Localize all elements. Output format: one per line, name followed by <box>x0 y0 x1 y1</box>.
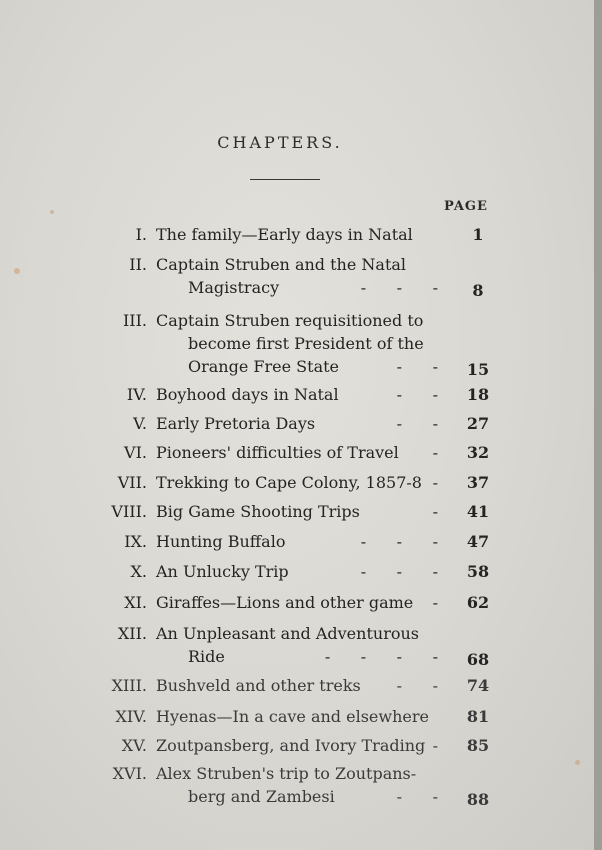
chapter-title-text: Captain Struben requisitioned to <box>156 311 424 330</box>
chapter-number: VI. <box>124 443 147 462</box>
chapter-title-text: Giraffes—Lions and other game <box>156 593 414 612</box>
chapter-number: IX. <box>124 532 147 551</box>
chapter-title <box>156 734 438 757</box>
chapter-title-line <box>156 332 438 355</box>
chapter-title-line <box>156 762 438 785</box>
chapter-title-line <box>156 223 438 246</box>
chapter-title <box>156 591 438 614</box>
chapter-number: XIII. <box>111 676 147 695</box>
chapter-number: I. <box>135 225 147 244</box>
chapter-title-line <box>156 530 438 553</box>
chapter-title-text: Big Game Shooting Trips <box>156 502 360 521</box>
leader-dashes: - - <box>396 385 438 404</box>
chapter-number: XIV. <box>115 707 147 726</box>
page-number: 47 <box>466 532 490 551</box>
leader-dashes: - <box>432 473 438 492</box>
leader-dashes: - - - - <box>324 647 438 666</box>
chapter-title-text: become first President of the <box>188 334 424 353</box>
chapter-title-line <box>156 591 438 614</box>
chapter-title-line <box>156 253 438 276</box>
page-number: 27 <box>466 414 490 433</box>
chapter-title-line <box>156 500 438 523</box>
chapter-title-line <box>156 645 438 668</box>
leader-dashes: - - <box>396 676 438 695</box>
chapter-title-text: berg and Zambesi <box>188 787 335 806</box>
chapter-title <box>156 309 438 378</box>
chapter-title-text: Early Pretoria Days <box>156 414 316 433</box>
chapter-title-text: Alex Struben's trip to Zoutpans- <box>156 764 417 783</box>
chapter-title-text: An Unpleasant and Adventurous <box>156 624 419 643</box>
chapter-title <box>156 560 438 583</box>
leader-dashes: - <box>432 502 438 521</box>
page-number: 85 <box>466 736 490 755</box>
chapter-title-line <box>156 785 438 808</box>
chapter-number: XVI. <box>112 764 147 783</box>
leader-dashes: - - <box>396 357 438 376</box>
page-number: 32 <box>466 443 490 462</box>
page-column-label: PAGE <box>444 199 488 214</box>
chapter-title-text: Ride <box>188 647 225 666</box>
chapter-number: IV. <box>126 385 147 404</box>
chapter-title <box>156 705 438 728</box>
leader-dashes: - <box>432 593 438 612</box>
page-number: 74 <box>466 676 490 695</box>
chapter-title-text: An Unlucky Trip <box>156 562 289 581</box>
chapter-number: X. <box>130 562 147 581</box>
chapter-title-text: Zoutpansberg, and Ivory Trading <box>156 736 426 755</box>
chapter-number: V. <box>133 414 147 433</box>
leader-dashes: - - - <box>360 562 438 581</box>
chapter-title-line <box>156 560 438 583</box>
chapter-title-text: Bushveld and other treks <box>156 676 361 695</box>
chapter-title-line <box>156 412 438 435</box>
chapter-title-text: Hyenas—In a cave and elsewhere <box>156 707 429 726</box>
chapter-title <box>156 622 438 668</box>
chapter-title-text: Trekking to Cape Colony, 1857-8 <box>156 473 422 492</box>
page-number: 62 <box>466 593 490 612</box>
chapter-title <box>156 412 438 435</box>
chapter-title <box>156 674 438 697</box>
page-number: 58 <box>466 562 490 581</box>
chapter-title-text: The family—Early days in Natal <box>156 225 413 244</box>
leader-dashes: - <box>432 443 438 462</box>
chapter-number: VIII. <box>111 502 147 521</box>
chapter-title-line <box>156 674 438 697</box>
chapter-title-text: Orange Free State <box>188 357 340 376</box>
chapter-title-text: Captain Struben and the Natal <box>156 255 407 274</box>
chapter-title-line <box>156 276 438 299</box>
chapter-number: XII. <box>117 624 147 643</box>
chapter-number: VII. <box>117 473 147 492</box>
chapter-title-line <box>156 471 438 494</box>
page-number: 15 <box>466 360 490 379</box>
chapter-title <box>156 530 438 553</box>
chapter-title <box>156 471 438 494</box>
chapter-title-line <box>156 383 438 406</box>
page-number: 81 <box>466 707 490 726</box>
chapter-title-text: Boyhood days in Natal <box>156 385 339 404</box>
chapter-number: XI. <box>124 593 147 612</box>
chapter-number: III. <box>122 311 147 330</box>
page-number: 8 <box>472 281 484 300</box>
chapter-title <box>156 383 438 406</box>
chapter-title-line <box>156 622 438 645</box>
leader-dashes: - - <box>396 787 438 806</box>
page-number: 1 <box>472 225 484 244</box>
page-title: CHAPTERS. <box>217 133 343 152</box>
chapter-title <box>156 441 438 464</box>
leader-dashes: - - - <box>360 532 438 551</box>
chapter-title-line <box>156 355 438 378</box>
chapter-title-text: Hunting Buffalo <box>156 532 286 551</box>
page-number: 88 <box>466 790 490 809</box>
chapter-title-text: Pioneers' difficulties of Travel <box>156 443 399 462</box>
leader-dashes: - <box>432 736 438 755</box>
page-number: 18 <box>466 385 490 404</box>
page-number: 68 <box>466 650 490 669</box>
chapter-title <box>156 223 438 246</box>
chapter-title <box>156 762 438 808</box>
chapter-title-line <box>156 309 438 332</box>
chapter-title-line <box>156 705 438 728</box>
chapter-number: II. <box>129 255 147 274</box>
leader-dashes: - - - <box>360 278 438 297</box>
chapter-title-line <box>156 734 438 757</box>
chapter-number: XV. <box>121 736 147 755</box>
page-number: 37 <box>466 473 490 492</box>
chapter-title <box>156 253 438 299</box>
page-number: 41 <box>466 502 490 521</box>
leader-dashes: - - <box>396 414 438 433</box>
chapter-title-line <box>156 441 438 464</box>
chapter-title <box>156 500 438 523</box>
chapter-title-text: Magistracy <box>188 278 280 297</box>
